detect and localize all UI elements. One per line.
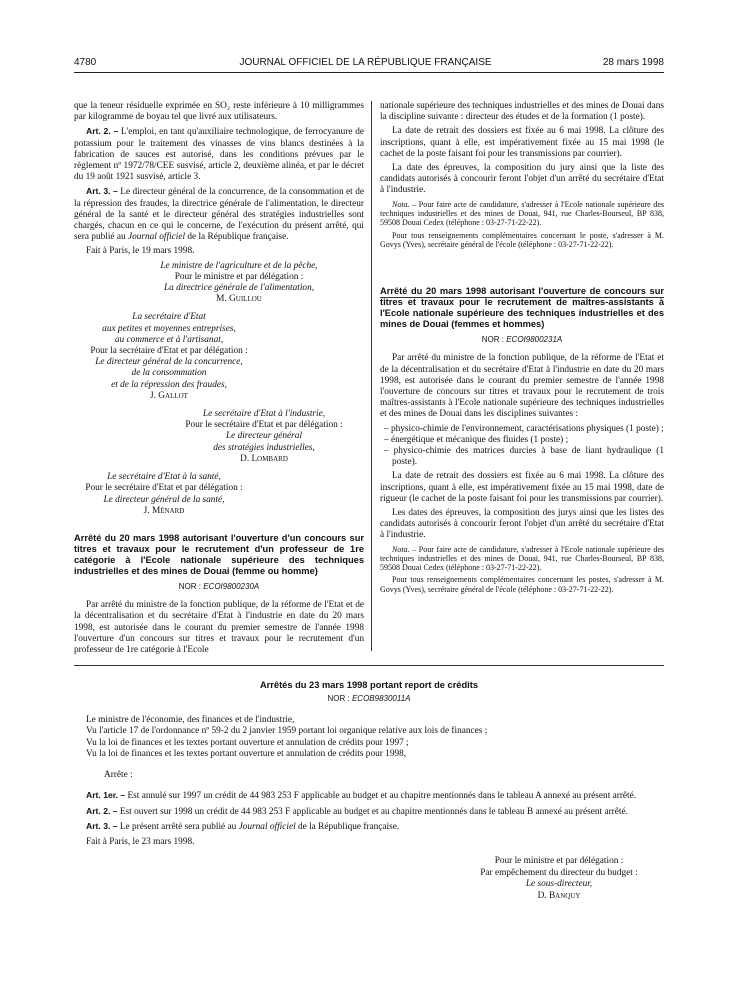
signature-line: aux petites et moyennes entreprises, bbox=[102, 323, 236, 334]
article-text: L'emploi, en tant qu'auxiliaire technologique, de ferrocyanure de potassium pour le traitement des vinasses de vins blancs destinées à la fabrication de sauces est autorisé, dans les conditions prévues par le règlement nº 1972/78/CEE susvisé, article 2, deuxième alinéa, et par le décret du 19 août 1921 susvisé, article 3. bbox=[74, 127, 364, 183]
arrete-word: Arrête : bbox=[104, 769, 133, 780]
nota-note: Pour tous renseignements complémentaires concernant les postes, s'adresser à M. Govys (Yves), secrétaire général de l'école (téléphone : 03-27-71-22-22). bbox=[380, 575, 664, 594]
header-rule bbox=[74, 72, 664, 73]
article-text: Est annulé sur 1997 un crédit de 44 983 253 F applicable au budget et au chapitre mentionnés dans le tableau A annexé au présent arrêté. bbox=[127, 791, 637, 801]
article-label: Art. 2. – bbox=[86, 805, 118, 816]
signature-line: Le secrétaire d'Etat à l'industrie, bbox=[202, 409, 326, 420]
visa-line: Le ministre de l'économie, des finances et de l'industrie, bbox=[86, 714, 295, 725]
nota-note bbox=[380, 545, 664, 573]
signature-line: Pour le secrétaire d'Etat et par délégation : bbox=[85, 483, 243, 494]
nota-label: Nota. bbox=[392, 544, 410, 554]
visa-line: Vu la loi de finances et les textes portant ouverture et annulation de crédits pour 1997 ; bbox=[86, 737, 409, 748]
nor-code: ECOI9800230A bbox=[203, 581, 260, 591]
signatory-name: J. Ménard bbox=[143, 505, 185, 516]
visa-line: Vu l'article 17 de l'ordonnance nº 59-2 du 2 janvier 1959 portant loi organique relative aux lois de finances ; bbox=[86, 726, 488, 736]
nota-note bbox=[380, 200, 664, 228]
signature-line: Le sous-directeur, bbox=[525, 879, 593, 889]
arrete-body: Par arrêté du ministre de la fonction publique, de la réforme de l'Etat et de la décentralisation et du secrétaire d'Etat à l'industrie en date du 20 mars 1998, est autorisée dans le courant du premier semestre de l'année 1998 l'ouverture d'un concours sur titres et travaux pour le recrutement d'un professeur de 1re catégorie à l'Ecole bbox=[74, 600, 364, 655]
journal-officiel-ref: Journal officiel bbox=[127, 232, 186, 243]
signature-line: Par empêchement du directeur du budget : bbox=[480, 867, 638, 878]
signature-line: de la consommation bbox=[131, 368, 207, 379]
nor-label: NOR : bbox=[481, 335, 504, 345]
paragraph: Les dates des épreuves, la composition des jurys ainsi que les listes des candidats autorisés à concourir feront l'objet d'un arrêté du secrétaire d'Etat à l'industrie. bbox=[380, 507, 664, 541]
paragraph: La date de retrait des dossiers est fixée au 6 mai 1998. La clôture des inscriptions, quant à elle, est impérativement fixée au 15 mai 1998 (le cachet de la poste faisant foi pour les transmissions par courrier). bbox=[380, 126, 664, 159]
signatory-name: D. Lombard bbox=[240, 453, 288, 464]
paragraph: La date de retrait des dossiers est fixée au 6 mai 1998. La clôture des inscriptions, quant à elle, est impérativement fixée au 15 mai 1998, date de rigueur (le cachet de la poste faisant foi pour les transmissions par courrier). bbox=[380, 471, 664, 504]
visa-line: Vu la loi de finances et les textes portant ouverture et annulation de crédits pour 1998, bbox=[86, 749, 407, 759]
article-3 bbox=[74, 186, 364, 243]
signatory-name: D. Banquy bbox=[537, 890, 581, 901]
arrete-heading-credits: Arrêtés du 23 mars 1998 portant report de crédits bbox=[259, 680, 479, 690]
article-label: Art. 2. – bbox=[86, 126, 119, 137]
signature-line: Le ministre de l'agriculture et de la pêche, bbox=[160, 260, 318, 271]
nor-code: ECOB9830011A bbox=[351, 694, 411, 703]
list-item: – physico-chimie des matrices durcies à base de liant hydraulique (1 poste). bbox=[384, 445, 664, 468]
arrete-body: Par arrêté du ministre de la fonction publique, de la réforme de l'Etat et de la décentralisation et du secrétaire d'Etat à l'industrie en date du 20 mars 1998, est autorisée dans le courant du premier semestre de l'année 1998 l'ouverture de concours sur titres et travaux pour le recrutement de trois maîtres-assistants à l'Ecole nationale supérieure des techniques industrielles et des mines de Douai dans les disciplines suivantes : bbox=[380, 353, 664, 420]
article-label: Art. 3. – bbox=[86, 186, 118, 197]
signature-line: Pour le secrétaire d'Etat et par délégation : bbox=[185, 420, 343, 431]
continued-text: que la teneur résiduelle exprimée en SO₂ reste inférieure à 10 milligrammes par kilogramme de boyau tel que livré aux utilisateurs. bbox=[74, 101, 364, 123]
article-3 bbox=[74, 821, 664, 834]
list-item: – énergétique et mécanique des fluides (1 poste) ; bbox=[384, 434, 569, 445]
article-1 bbox=[74, 790, 664, 803]
left-column bbox=[74, 101, 364, 659]
nor-label: NOR : bbox=[327, 694, 350, 703]
discipline-list bbox=[380, 424, 664, 469]
signature-line: Pour le ministre et par délégation : bbox=[494, 856, 624, 866]
article-text: Le directeur général de la concurrence, de la consommation et de la répression des fraudes, la directrice générale de l'alimentation, le directeur général de la santé et le directeur général des stratégies industrielles sont chargés, chacun en ce qui le concerne, de l'exécution du présent arrêté, qui sera publié au bbox=[74, 187, 364, 243]
journal-officiel-ref: Journal officiel bbox=[238, 822, 296, 832]
signature-line: Le directeur général bbox=[225, 431, 303, 442]
nota-text: – Pour faire acte de candidature, s'adresser à l'Ecole nationale supérieure des techniques industrielles et des mines de Douai, 941, rue Charles-Bourseul, BP 838, 59508 Douai Cedex (téléphone : 03-27-71-22-22). bbox=[380, 199, 664, 228]
article-2 bbox=[74, 806, 664, 819]
article-text: Le présent arrêté sera publié au bbox=[119, 822, 237, 832]
issue-date: 28 mars 1998 bbox=[602, 57, 664, 68]
signature-block-budget bbox=[454, 856, 664, 902]
signature-line: Pour la secrétaire d'Etat et par délégation : bbox=[90, 346, 248, 357]
section-separator bbox=[74, 665, 664, 666]
signature-line: et de la répression des fraudes, bbox=[111, 379, 227, 390]
list-item: – physico-chimie de l'environnement, caractérisations physiques (1 poste) ; bbox=[384, 423, 664, 434]
nota-label: Nota. bbox=[392, 199, 410, 209]
nota-text: – Pour faire acte de candidature, s'adresser à l'Ecole nationale supérieure des techniques industrielles et des mines de Douai, 941, rue Charles-Bourseul, BP 838, 59508 Douai Cedex (téléphone : 03-27-71-22-22). bbox=[380, 544, 664, 573]
article-2 bbox=[74, 126, 364, 183]
signature-line: Le directeur général de la santé, bbox=[103, 494, 225, 505]
continued-text: nationale supérieure des techniques industrielles et des mines de Douai dans la discipline suivante : directeur des études et de la formation (1 poste). bbox=[380, 101, 664, 123]
right-column bbox=[380, 101, 664, 597]
nor-code: ECOI9800231A bbox=[506, 335, 563, 345]
nor-reference bbox=[74, 693, 664, 705]
signature-line: La secrétaire d'Etat bbox=[132, 312, 206, 323]
nota-note: Pour tous renseignements complémentaires concernant le poste, s'adresser à M. Govys (Yves), secrétaire général de l'école (téléphone : 03-27-71-22-22). bbox=[380, 230, 664, 249]
signature-line: des stratégies industrielles, bbox=[213, 442, 315, 453]
arrete-heading-professeur: Arrêté du 20 mars 1998 autorisant l'ouverture d'un concours sur titres et travaux pour le recrutement d'un professeur de 1re catégorie à l'Ecole nationale supérieure des techniques industrielles et des mines de Douai (femme ou homme) bbox=[74, 532, 364, 576]
fait-a-paris: Fait à Paris, le 23 mars 1998. bbox=[86, 836, 195, 847]
nor-reference bbox=[74, 581, 364, 592]
signatory-name: M. Guillou bbox=[216, 294, 262, 305]
arrete-heading-maitres-assistants: Arrêté du 20 mars 1998 autorisant l'ouverture de concours sur titres et travaux pour le recrutement de maîtres-assistants à l'Ecole nationale supérieure des techniques industrielles et des mines de Douai (femmes et hommes) bbox=[380, 286, 664, 330]
signature-line: au commerce et à l'artisanat, bbox=[114, 334, 224, 345]
article-text-end: de la République française. bbox=[187, 232, 289, 243]
journal-title: JOURNAL OFFICIEL DE LA RÉPUBLIQUE FRANÇAISE bbox=[239, 57, 492, 68]
article-text-end: de la République française. bbox=[298, 822, 400, 832]
signature-line: Pour le ministre et par délégation : bbox=[174, 271, 304, 282]
signature-line: Le directeur général de la concurrence, bbox=[95, 357, 243, 368]
page-number: 4780 bbox=[74, 57, 97, 68]
page-header bbox=[0, 57, 731, 71]
article-label: Art. 3. – bbox=[86, 821, 118, 831]
signature-block-commerce bbox=[74, 312, 264, 402]
signature-block-industrie bbox=[164, 409, 364, 465]
section-separator bbox=[380, 297, 664, 298]
nor-label: NOR : bbox=[178, 581, 201, 591]
nor-reference bbox=[380, 334, 664, 345]
signature-line: La directrice générale de l'alimentation, bbox=[163, 283, 315, 294]
article-text: Est ouvert sur 1998 un crédit de 44 983 253 F applicable au budget et au chapitre mentionnés dans le tableau B annexé au présent arrêté. bbox=[119, 806, 628, 817]
bottom-section bbox=[74, 680, 664, 902]
signature-line: Le secrétaire d'Etat à la santé, bbox=[107, 472, 221, 483]
signatory-name: J. Gallot bbox=[150, 390, 188, 401]
column-divider bbox=[371, 101, 372, 651]
article-label: Art. 1er. – bbox=[86, 790, 126, 800]
paragraph: La date des épreuves, la composition du jury ainsi que la liste des candidats autorisés à concourir feront l'objet d'un arrêté du secrétaire d'Etat à l'industrie. bbox=[380, 163, 664, 196]
signature-block-sante bbox=[74, 472, 254, 517]
fait-a-paris: Fait à Paris, le 19 mars 1998. bbox=[86, 246, 195, 257]
signature-block-agriculture bbox=[114, 261, 364, 306]
